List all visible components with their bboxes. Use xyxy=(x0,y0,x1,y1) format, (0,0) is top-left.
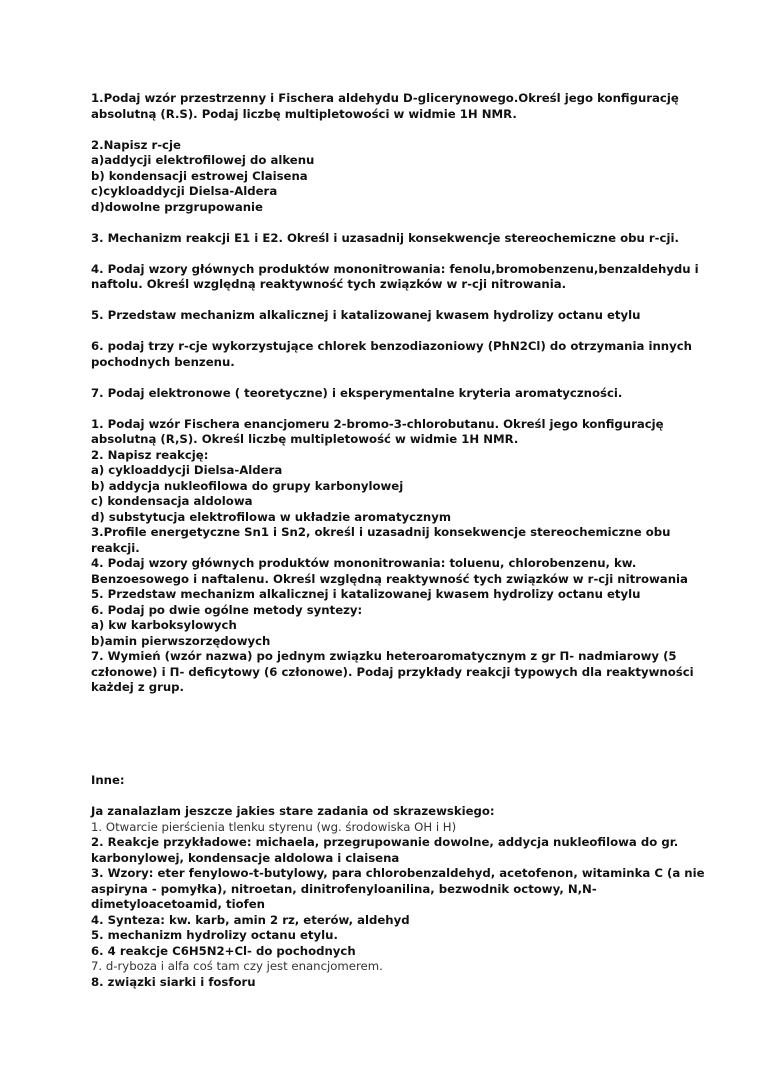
text-line: d) substytucja elektrofilowa w układzie aromatycznym xyxy=(91,509,451,524)
set1-question-4 xyxy=(91,261,699,293)
set1-question-7 xyxy=(91,386,671,402)
set1-question-1 xyxy=(91,91,679,122)
text-line: absolutną (R,S). Określ liczbę multipletowość w widmie 1H NMR. xyxy=(91,432,519,446)
other-list xyxy=(91,804,705,990)
text-line: b) kondensacji estrowej Claisena xyxy=(91,168,308,183)
text-line: 7. Podaj elektronowe ( teoretyczne) i eksperymentalne kryteria aromatyczności. xyxy=(91,385,623,400)
text-line: a) kw karboksylowych xyxy=(91,618,237,632)
text-line: 1.Podaj wzór przestrzenny i Fischera aldehydu D-glicerynowego.Określ jego konfigurację xyxy=(91,91,679,105)
text-line: 3.Profile energetyczne Sn1 i Sn2, określ i uzasadnij konsekwencje stereochemiczne obu xyxy=(91,525,671,539)
document-page xyxy=(91,91,705,990)
list-item: dimetyloacetoamid, tiofen xyxy=(91,897,265,911)
text-line: 5. Przedstaw mechanizm alkalicznej i katalizowanej kwasem hydrolizy octanu etylu xyxy=(91,308,641,322)
set1-question-5 xyxy=(91,308,671,324)
text-line: 3. Mechanizm reakcji E1 i E2. Określ i uzasadnij konsekwencje stereochemiczne obu r-cji. xyxy=(91,230,679,245)
text-line: reakcji. xyxy=(91,540,140,555)
list-item: 6. 4 reakcje C6H5N2+Cl- do pochodnych xyxy=(91,943,356,958)
section-heading: Inne: xyxy=(91,773,125,787)
list-item: 8. związki siarki i fosforu xyxy=(91,974,256,989)
other-intro: Ja zanalazlam jeszcze jakies stare zadania od skrazewskiego: xyxy=(91,804,495,818)
set2-questions xyxy=(91,416,694,696)
list-item: 4. Synteza: kw. karb, amin 2 rz, eterów, aldehyd xyxy=(91,912,410,927)
set1-question-3 xyxy=(91,230,679,247)
text-line: 5. Przedstaw mechanizm alkalicznej i katalizowanej kwasem hydrolizy octanu etylu xyxy=(91,587,641,601)
text-line: pochodnych benzenu. xyxy=(91,354,235,369)
text-line: a) cykloaddycji Dielsa-Aldera xyxy=(91,463,283,477)
set1-question-2 xyxy=(91,138,671,216)
text-line: 2.Napisz r-cje xyxy=(91,137,181,152)
text-line: 7. Wymień (wzór nazwa) po jednym związku heteroaromatycznym z gr Π- nadmiarowy (5 xyxy=(91,649,677,663)
text-line: c) kondensacja aldolowa xyxy=(91,494,253,508)
text-line: Benzoesowego i naftalenu. Określ względną reaktywność tych związków w r-cji nitrowania xyxy=(91,571,688,586)
text-line: absolutną (R.S). Podaj liczbę multipletowości w widmie 1H NMR. xyxy=(91,106,517,121)
list-item: 5. mechanizm hydrolizy octanu etylu. xyxy=(91,928,338,942)
other-heading xyxy=(91,773,671,789)
text-line: 6. Podaj po dwie ogólne metody syntezy: xyxy=(91,602,363,617)
text-line: a)addycji elektrofilowej do alkenu xyxy=(91,153,315,167)
text-line: d)dowolne przgrupowanie xyxy=(91,199,263,214)
list-item: karbonylowej, kondensacje aldolowa i claisena xyxy=(91,850,400,865)
text-line: c)cykloaddycji Dielsa-Aldera xyxy=(91,184,278,198)
text-line: 1. Podaj wzór Fischera enancjomeru 2-bromo-3-chlorobutanu. Określ jego konfigurację xyxy=(91,416,664,431)
text-line: członowe) i Π- deficytowy (6 członowe). Podaj przykłady reakcji typowych dla reaktywności xyxy=(91,664,694,679)
text-line: naftolu. Określ względną reaktywność tych związków w r-cji nitrowania. xyxy=(91,277,567,291)
text-line: każdej z grup. xyxy=(91,680,184,694)
text-line: 2. Napisz reakcję: xyxy=(91,447,209,462)
list-item: aspiryna - pomyłka), nitroetan, dinitrofenyloanilina, bezwodnik octowy, N,N- xyxy=(91,881,597,896)
text-line: 4. Podaj wzory głównych produktów mononitrowania: fenolu,bromobenzenu,benzaldehydu i xyxy=(91,261,699,276)
list-item: 3. Wzory: eter fenylowo-t-butylowy, para chlorobenzaldehyd, acetofenon, witaminka C (a nie xyxy=(91,866,705,880)
text-line: 6. podaj trzy r-cje wykorzystujące chlorek benzodiazoniowy (PhN2Cl) do otrzymania innych xyxy=(91,339,692,353)
list-item: 7. d-ryboza i alfa coś tam czy jest enancjomerem. xyxy=(91,959,383,973)
set1-question-6 xyxy=(91,339,692,370)
list-item: 1. Otwarcie pierścienia tlenku styrenu (wg. środowiska OH i H) xyxy=(91,819,457,834)
text-line: 4. Podaj wzory głównych produktów mononitrowania: toluenu, chlorobenzenu, kw. xyxy=(91,556,637,570)
list-item: 2. Reakcje przykładowe: michaela, przegrupowanie dowolne, addycja nukleofilowa do gr. xyxy=(91,835,679,849)
text-line: b)amin pierwszorzędowych xyxy=(91,633,271,648)
text-line: b) addycja nukleofilowa do grupy karbonylowej xyxy=(91,478,404,493)
